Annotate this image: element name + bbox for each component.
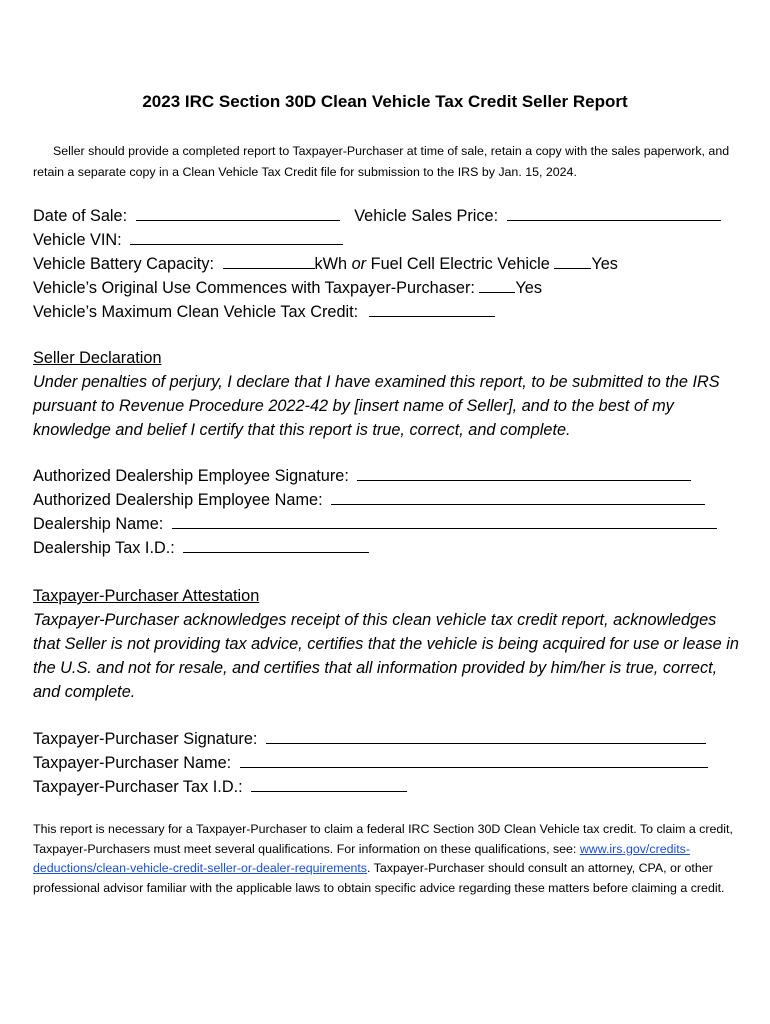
purchaser-signature-label: Taxpayer-Purchaser Signature:	[33, 730, 258, 748]
original-use-yes: Yes	[515, 279, 542, 297]
date-of-sale-label: Date of Sale:	[33, 207, 128, 225]
intro-paragraph: Seller should provide a completed report to Taxpayer-Purchaser at time of sale, retain a copy with the sales paperwork, and retain a separate copy in a Clean Vehicle Tax Credit file for submission to the IRS by Jan. 15, 2024.	[33, 144, 730, 179]
purchaser-fields	[33, 727, 708, 799]
report-title: 2023 IRC Section 30D Clean Vehicle Tax Credit Seller Report	[142, 92, 628, 111]
battery-capacity-label: Vehicle Battery Capacity:	[33, 255, 214, 273]
sales-price-label: Vehicle Sales Price:	[354, 207, 499, 225]
fuel-cell-field[interactable]	[554, 253, 591, 269]
vin-label: Vehicle VIN:	[33, 231, 122, 249]
sales-price-field[interactable]	[507, 205, 721, 221]
date-of-sale-field[interactable]	[136, 205, 340, 221]
dealership-name-label: Dealership Name:	[33, 515, 164, 533]
dealer-fields	[33, 464, 717, 560]
original-use-field[interactable]	[479, 277, 515, 293]
attestation-text: Taxpayer-Purchaser acknowledges receipt of this clean vehicle tax credit report, acknowledges that Seller is not providing tax advice, certifies that the vehicle is being acquired for use or lease in the U.S. and not for resale, and certifies that all information provided by him/her is true, correct, and complete.	[33, 611, 739, 701]
purchaser-name-field[interactable]	[240, 752, 708, 768]
vin-field[interactable]	[130, 229, 343, 245]
dealer-signature-field[interactable]	[357, 465, 691, 481]
battery-capacity-field[interactable]	[223, 253, 315, 269]
max-credit-label: Vehicle’s Maximum Clean Vehicle Tax Credit:	[33, 303, 359, 321]
footer-text-before: This report is necessary for a Taxpayer-Purchaser to claim a federal IRC Section 30D Clean Vehicle tax credit. To claim a credit, Taxpayer-Purchasers must meet several qualifications. For information on these qualifications, see:	[33, 822, 733, 856]
dealership-tax-id-field[interactable]	[183, 537, 369, 553]
seller-declaration-heading: Seller Declaration	[33, 349, 162, 367]
fuel-cell-label: Fuel Cell Electric Vehicle	[370, 255, 550, 273]
seller-declaration-text: Under penalties of perjury, I declare that I have examined this report, to be submitted to the IRS pursuant to Revenue Procedure 2022-42 by [insert name of Seller], and to the best of my knowledge and belief I certify that this report is true, correct, and complete.	[33, 373, 720, 439]
footer-text-after: . Taxpayer-Purchaser should consult an attorney, CPA, or other professional advisor familiar with the applicable laws to obtain specific advice regarding these matters before claiming a credit.	[33, 861, 725, 895]
dealership-name-field[interactable]	[172, 513, 717, 529]
irs-requirements-link[interactable]: www.irs.gov/credits-deductions/clean-vehicle-credit-seller-or-dealer-requirements	[33, 841, 690, 875]
dealer-signature-label: Authorized Dealership Employee Signature:	[33, 467, 349, 485]
purchaser-tax-id-label: Taxpayer-Purchaser Tax I.D.:	[33, 778, 243, 796]
attestation-heading: Taxpayer-Purchaser Attestation	[33, 587, 260, 605]
dealer-employee-name-label: Authorized Dealership Employee Name:	[33, 491, 323, 509]
purchaser-tax-id-field[interactable]	[251, 776, 407, 792]
purchaser-name-label: Taxpayer-Purchaser Name:	[33, 754, 232, 772]
kwh-unit: kWh	[314, 255, 348, 273]
fuel-cell-yes: Yes	[591, 255, 618, 273]
dealer-employee-name-field[interactable]	[331, 489, 705, 505]
or-text: or	[351, 255, 367, 273]
purchaser-signature-field[interactable]	[266, 728, 706, 744]
footer-note	[33, 820, 738, 898]
vehicle-fields	[33, 204, 721, 324]
purchaser-attestation	[33, 584, 743, 704]
original-use-label: Vehicle’s Original Use Commences with Taxpayer-Purchaser:	[33, 279, 475, 297]
dealership-tax-id-label: Dealership Tax I.D.:	[33, 539, 175, 557]
max-credit-field[interactable]	[369, 301, 495, 317]
seller-declaration	[33, 346, 743, 442]
